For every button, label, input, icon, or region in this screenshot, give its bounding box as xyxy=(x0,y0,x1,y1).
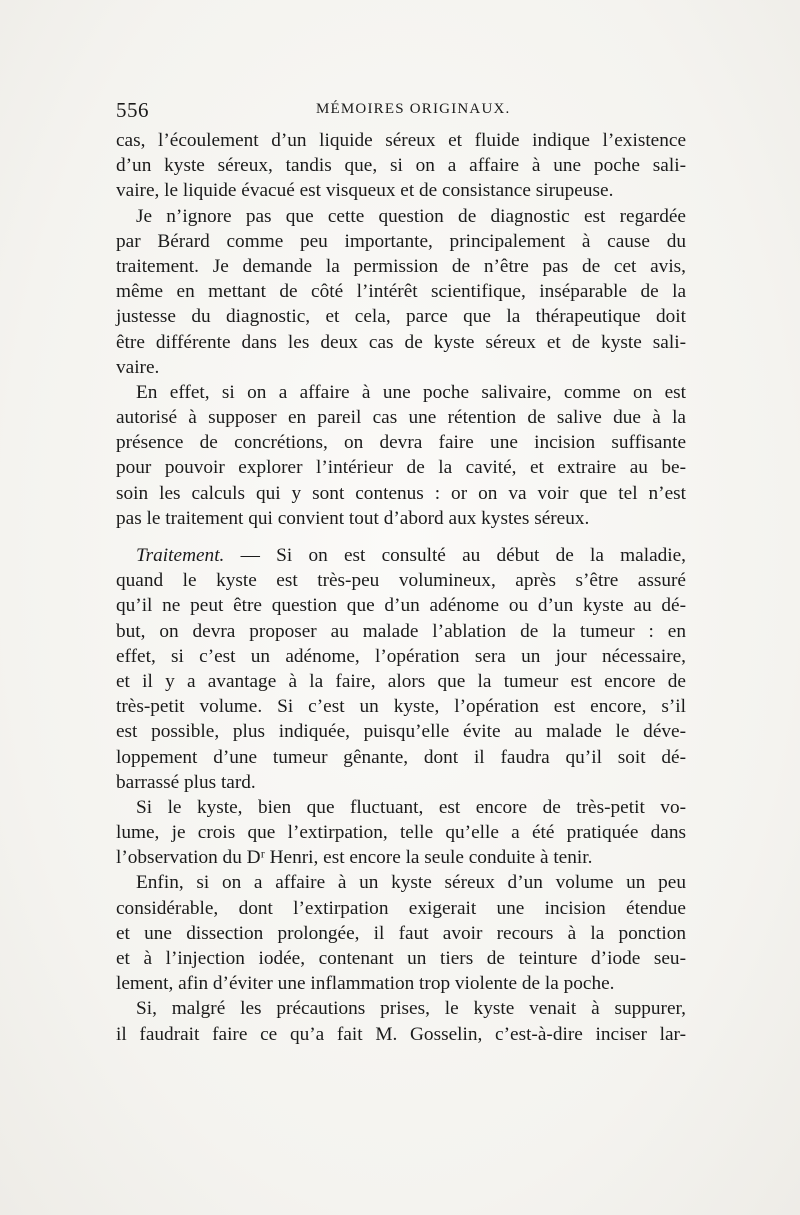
text-line: Je n’ignore pas que cette question de diagnostic est regardée xyxy=(136,205,686,227)
text-line: Si, malgré les précautions prises, le kyste venait à suppurer, xyxy=(136,998,686,1020)
text-line: qu’il ne peut être question que d’un adénome ou d’un kyste au dé- xyxy=(116,595,686,617)
text-line: soin les calculs qui y sont contenus : or on va voir que tel n’est xyxy=(116,482,686,504)
text-line: et une dissection prolongée, il faut avoir recours à la ponction xyxy=(116,922,686,944)
text-line: pas le traitement qui convient tout d’abord aux kystes séreux. xyxy=(116,507,590,529)
text-line: lement, afin d’éviter une inflammation trop violente de la poche. xyxy=(116,973,615,995)
text-line: quand le kyste est très-peu volumineux, après s’être assuré xyxy=(116,570,686,592)
page-number: 556 xyxy=(116,98,149,122)
paragraph xyxy=(116,996,686,1046)
text-line: Si le kyste, bien que fluctuant, est encore de très-petit vo- xyxy=(136,796,686,818)
text-line: d’un kyste séreux, tandis que, si on a affaire à une poche sali- xyxy=(116,155,686,177)
text-line: même en mettant de côté l’intérêt scientifique, inséparable de la xyxy=(116,281,686,303)
section-lead: Traitement. xyxy=(136,545,225,566)
text-line: effet, si c’est un adénome, l’opération sera un jour nécessaire, xyxy=(116,645,686,667)
text-span: — Si on est consulté au début de la maladie, xyxy=(224,545,686,566)
text-line: est possible, plus indiquée, puisqu’elle évite au malade le déve- xyxy=(116,721,686,743)
text-line: très-petit volume. Si c’est un kyste, l’opération est encore, s’il xyxy=(116,696,686,718)
text-line: et il y a avantage à la faire, alors que la tumeur est encore de xyxy=(116,670,686,692)
text-line: cas, l’écoulement d’un liquide séreux et fluide indique l’existence xyxy=(116,130,686,151)
text-line: traitement. Je demande la permission de n’être pas de cet avis, xyxy=(116,255,686,277)
text-line: loppement d’une tumeur gênante, dont il faudra qu’il soit dé- xyxy=(116,746,686,768)
text-line: et à l’injection iodée, contenant un tiers de teinture d’iode seu- xyxy=(116,948,686,969)
text-line: l’observation du Dʳ Henri, est encore la seule conduite à tenir. xyxy=(116,847,593,869)
paragraph xyxy=(116,380,686,531)
body-text xyxy=(116,128,686,1047)
section-spacer xyxy=(116,531,686,543)
text-line: considérable, dont l’extirpation exigerait une incision étendue xyxy=(116,897,686,919)
text-line: par Bérard comme peu importante, principalement à cause du xyxy=(116,230,686,252)
page-header xyxy=(116,98,692,128)
paragraph xyxy=(116,870,686,996)
paragraph xyxy=(116,795,686,871)
paragraph xyxy=(116,204,686,380)
text-line: barrassé plus tard. xyxy=(116,771,256,793)
text-line xyxy=(116,543,686,568)
text-line: vaire, le liquide évacué est visqueux et de consistance sirupeuse. xyxy=(116,180,614,202)
text-line: autorisé à supposer en pareil cas une rétention de salive due à la xyxy=(116,407,686,429)
text-line: lume, je crois que l’extirpation, telle qu’elle a été pratiquée dans xyxy=(116,822,686,844)
paragraph xyxy=(116,543,686,795)
text-line: justesse du diagnostic, et cela, parce que la thérapeutique doit xyxy=(116,306,686,328)
text-line: il faudrait faire ce qu’a fait M. Gosselin, c’est-à-dire inciser lar- xyxy=(116,1023,686,1045)
paragraph xyxy=(116,128,686,204)
text-line: but, on devra proposer au malade l’ablation de la tumeur : en xyxy=(116,620,686,642)
text-line: Enfin, si on a affaire à un kyste séreux d’un volume un peu xyxy=(136,872,686,894)
text-line: En effet, si on a affaire à une poche salivaire, comme on est xyxy=(136,381,686,403)
text-line: être différente dans les deux cas de kyste séreux et de kyste sali- xyxy=(116,331,686,353)
running-head: MÉMOIRES ORIGINAUX. xyxy=(316,101,511,117)
text-line: présence de concrétions, on devra faire une incision suffisante xyxy=(116,432,686,454)
text-line: pour pouvoir explorer l’intérieur de la cavité, et extraire au be- xyxy=(116,457,686,479)
text-line: vaire. xyxy=(116,356,160,378)
